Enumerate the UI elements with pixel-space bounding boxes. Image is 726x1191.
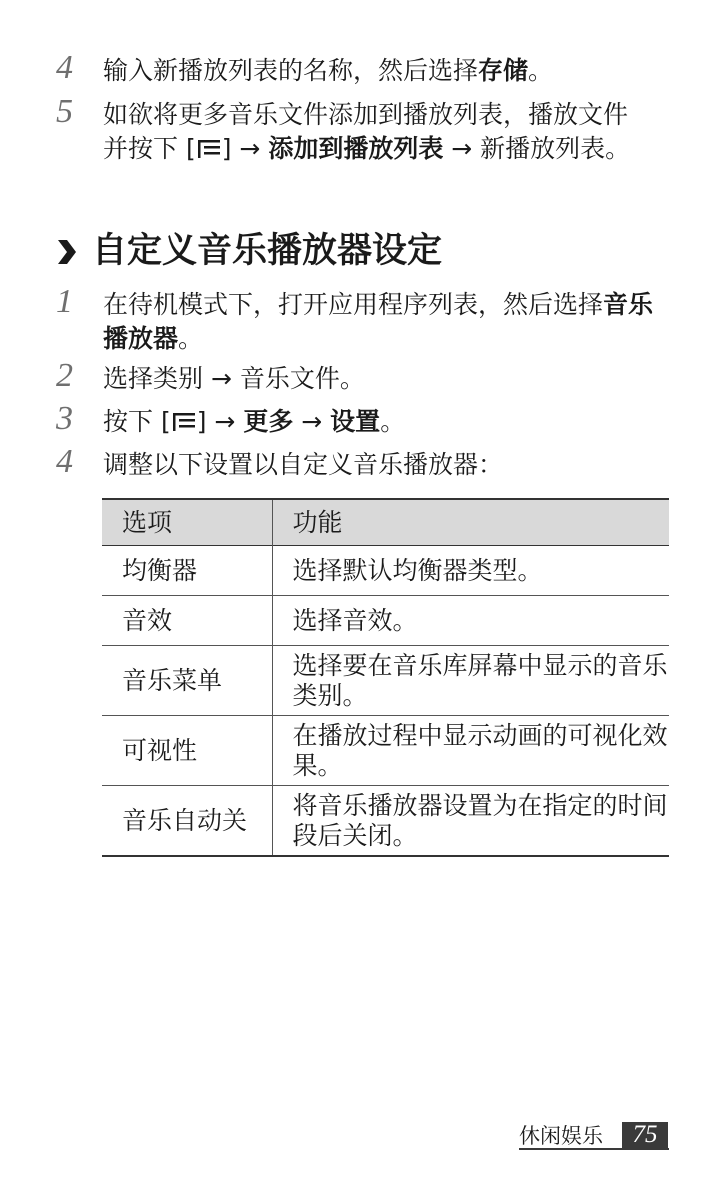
section-heading	[56, 228, 696, 274]
step-text: 输入新播放列表的名称，然后选择存储。	[103, 56, 554, 85]
option-name: 均衡器	[102, 546, 272, 596]
table-header-row	[102, 499, 669, 546]
footer-section-label: 休闲娱乐	[519, 1124, 603, 1148]
step-text: 在待机模式下，打开应用程序列表，然后选择音乐播放器。	[103, 290, 654, 353]
option-description: 选择要在音乐库屏幕中显示的音乐类别。	[292, 650, 668, 710]
step-number: 5	[56, 93, 73, 130]
option-name: 可视性	[102, 716, 272, 786]
step-text: 选择类别 → 音乐文件。	[103, 364, 365, 393]
step-number: 4	[56, 443, 73, 480]
table-header-function: 功能	[272, 499, 669, 546]
option-description: 选择音效。	[292, 605, 418, 635]
section-title: 自定义音乐播放器设定	[92, 231, 443, 271]
menu-key-icon	[171, 411, 197, 433]
bold-term: 存储	[478, 56, 529, 85]
step-number: 4	[56, 49, 73, 86]
step-number: 1	[56, 283, 73, 320]
bold-term: 添加到播放列表	[268, 134, 444, 163]
step-text: 如欲将更多音乐文件添加到播放列表，播放文件并按下 [ ] → 添加到播放列表 → 新播放列表。	[103, 100, 631, 163]
chevron-right-icon	[56, 238, 78, 266]
bold-term: 设置	[330, 407, 381, 436]
step-number: 3	[56, 400, 73, 437]
bold-term: 音乐播放器	[103, 290, 654, 353]
page-number: 75	[622, 1122, 668, 1148]
step-text: 调整以下设置以自定义音乐播放器：	[103, 450, 504, 479]
table-row	[102, 596, 669, 646]
option-name: 音乐自动关	[102, 786, 272, 857]
bold-term: 更多	[243, 407, 294, 436]
option-name: 音效	[102, 596, 272, 646]
footer-rule	[519, 1148, 669, 1150]
option-name: 音乐菜单	[102, 646, 272, 716]
menu-key-icon	[196, 138, 222, 160]
option-description: 在播放过程中显示动画的可视化效果。	[292, 720, 668, 780]
table-row	[102, 716, 669, 786]
table-row	[102, 546, 669, 596]
table-row	[102, 646, 669, 716]
options-table	[102, 498, 669, 857]
table-header-option: 选项	[102, 499, 272, 546]
table-row	[102, 786, 669, 857]
step-number: 2	[56, 357, 73, 394]
step-text: 按下 [ ] → 更多 → 设置。	[103, 407, 406, 436]
option-description: 选择默认均衡器类型。	[292, 555, 543, 585]
option-description: 将音乐播放器设置为在指定的时间段后关闭。	[292, 790, 668, 850]
